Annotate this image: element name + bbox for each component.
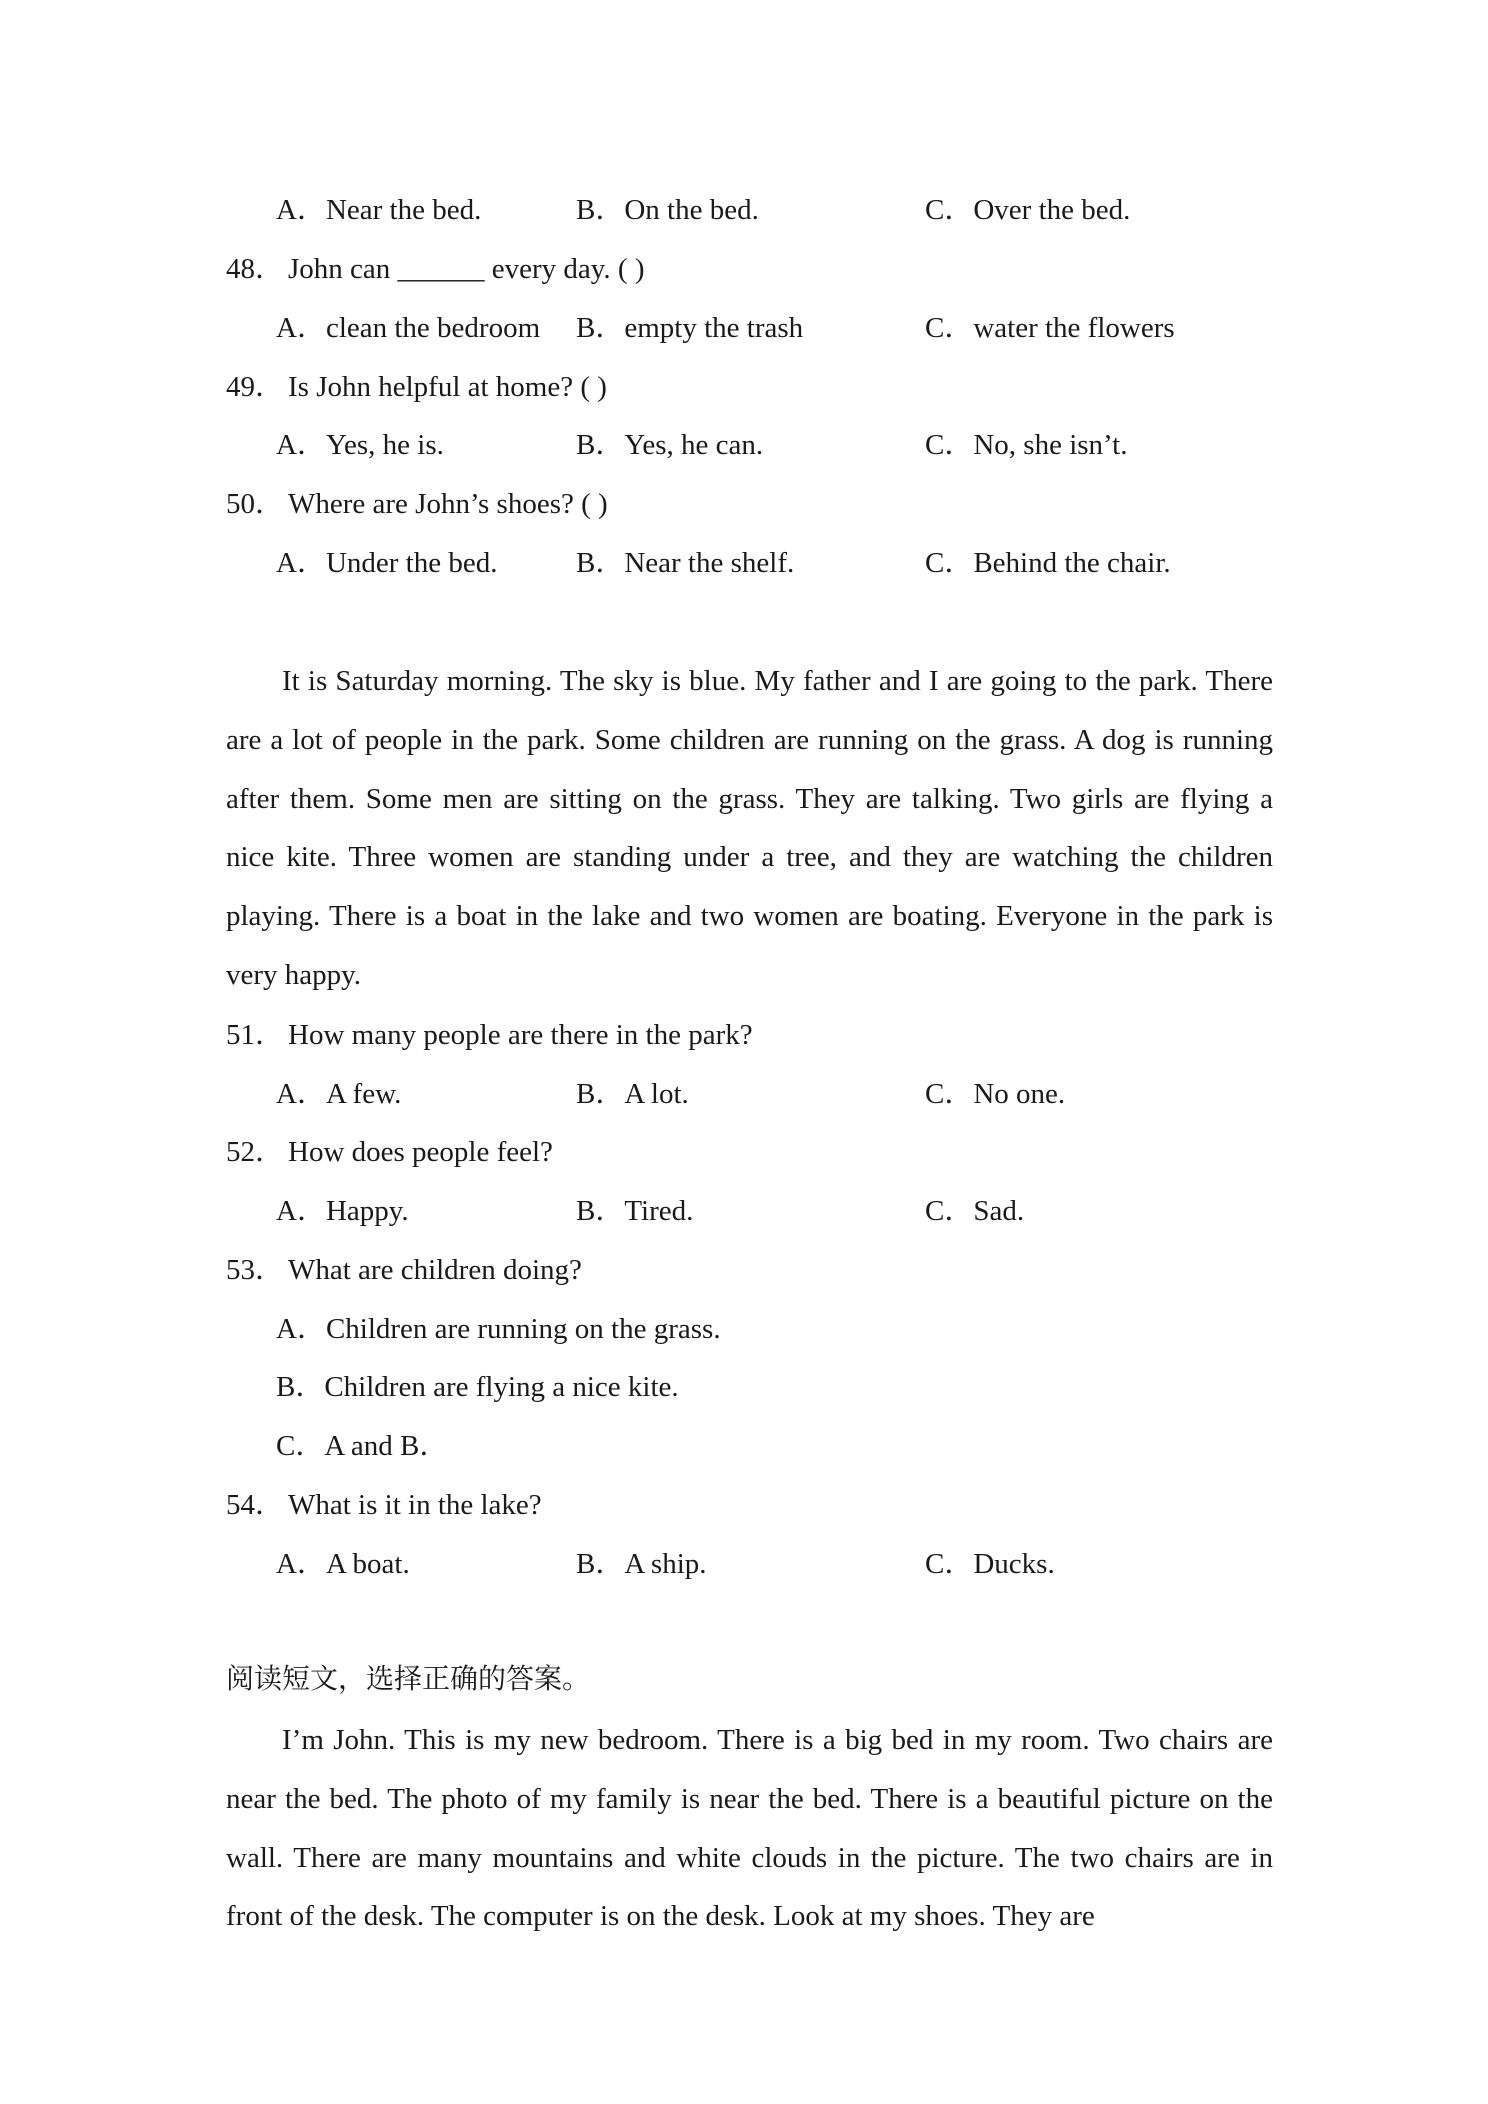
q48-option-c: C．water the flowers (925, 312, 1175, 344)
q48-option-b: B．empty the trash (576, 312, 804, 344)
q50-option-a: A．Under the bed. (276, 547, 498, 579)
question-number: 52． (226, 1136, 285, 1168)
reading-passage-bedroom: I’m John. This is my new bedroom. There is a big bed in my room. Two chairs are near the bed. The photo of my family is near the bed. There is a beautiful picture on the wall. There are many mountains and white clouds in the picture. The two chairs are in front of the desk. The computer is on the desk. Look at my shoes. They are (226, 1724, 1273, 1933)
question-text: Is John helpful at home? ( ) (288, 371, 607, 403)
question-number: 54． (226, 1489, 285, 1521)
question-text: John can ______ every day. ( ) (288, 253, 645, 285)
q47-option-c: C．Over the bed. (925, 194, 1131, 226)
question-text: How many people are there in the park? (288, 1019, 753, 1051)
q52-option-b: B．Tired. (576, 1195, 694, 1227)
question-number: 51． (226, 1019, 285, 1051)
q51-option-a: A．A few. (276, 1078, 402, 1110)
q47-option-b: B．On the bed. (576, 194, 759, 226)
reading-passage-park: It is Saturday morning. The sky is blue. My father and I are going to the park. There are a lot of people in the park. Some children are running on the grass. A dog is running after them. Some men are sitting on the grass. They are talking. Two girls are flying a nice kite. Three women are standing under a tree, and they are watching the children playing. There is a boat in the lake and two women are boating. Everyone in the park is very happy. (226, 665, 1273, 991)
q49-option-c: C．No, she isn’t. (925, 429, 1128, 461)
q49-option-a: A．Yes, he is. (276, 429, 444, 461)
q48-option-a: A．clean the bedroom (276, 312, 541, 344)
q52-option-c: C．Sad. (925, 1195, 1025, 1227)
q52-option-a: A．Happy. (276, 1195, 409, 1227)
q47-option-a: A．Near the bed. (276, 194, 482, 226)
question-text: How does people feel? (288, 1136, 553, 1168)
q50-option-b: B．Near the shelf. (576, 547, 795, 579)
q53-option-b: B．Children are flying a nice kite. (276, 1371, 679, 1403)
question-number: 48． (226, 253, 285, 285)
q51-option-b: B．A lot. (576, 1078, 689, 1110)
q53-option-c: C．A and B． (276, 1430, 449, 1462)
q51-option-c: C．No one. (925, 1078, 1066, 1110)
question-number: 53． (226, 1254, 285, 1286)
q53-option-a: A．Children are running on the grass. (276, 1313, 721, 1345)
section-instruction: 阅读短文，选择正确的答案。 (226, 1662, 591, 1695)
question-text: Where are John’s shoes? ( ) (288, 488, 608, 520)
q49-option-b: B．Yes, he can. (576, 429, 764, 461)
question-text: What is it in the lake? (288, 1489, 542, 1521)
q50-option-c: C．Behind the chair. (925, 547, 1171, 579)
q54-option-c: C．Ducks. (925, 1548, 1055, 1580)
question-number: 50． (226, 488, 285, 520)
question-number: 49． (226, 371, 285, 403)
q54-option-b: B．A ship. (576, 1548, 707, 1580)
q54-option-a: A．A boat. (276, 1548, 410, 1580)
question-text: What are children doing? (288, 1254, 582, 1286)
